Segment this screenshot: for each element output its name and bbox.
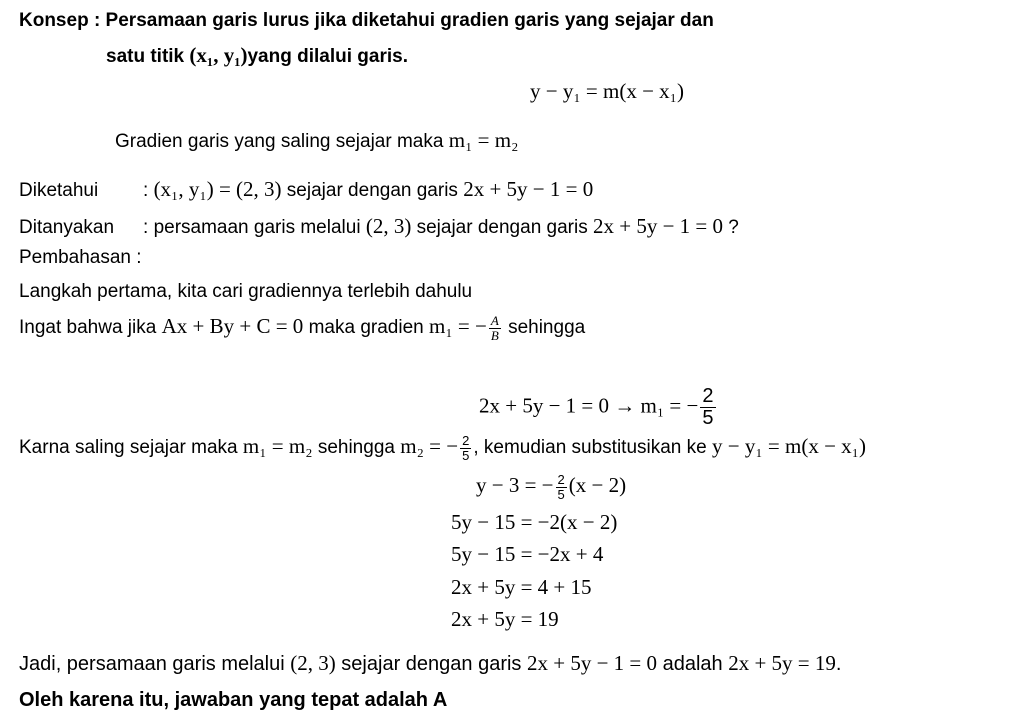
ingat-fraction-den: B [490,327,499,343]
gradient-calc-m: m₁ = − [640,393,699,418]
ingat-pre: Ingat bahwa jika [19,317,162,339]
gradient-equation: m₁ = m₂ [448,128,519,152]
diketahui-label: Diketahui [19,180,99,201]
karna-m2: m₂ = − [400,434,459,459]
karna-post: kemudian substitusikan ke [478,437,712,459]
conclusion-text3: adalah [657,653,729,675]
step-line-2: 5y − 15 = −2(x − 2) [451,510,618,534]
ditanyakan-row [19,214,739,240]
ingat-post: sehingga [502,317,586,339]
diketahui-row [19,177,593,203]
karna-formula: y − y₁ = m(x − x₁) [712,434,866,459]
gradient-text: Gradien garis yang saling sejajar maka [115,131,449,152]
gradient-calc-num: 2 [702,385,714,407]
step-1-tail: (x − 2) [568,473,627,497]
konsep-line2 [106,43,408,69]
pembahasan-step1: Langkah pertama, kita cari gradiennya terlebih dahulu [19,281,473,302]
diketahui-text: sejajar dengan garis [281,180,464,201]
ditanyakan-qmark: ? [723,217,739,238]
step-1-fraction [556,473,567,501]
konsep-line2-pre: satu titik [106,46,190,67]
ingat-row [19,314,585,342]
pembahasan-label: Pembahasan : [19,247,142,268]
step-line-5: 2x + 5y = 19 [451,607,559,631]
diketahui-point: (x₁, y₁) = (2, 3) [153,177,282,201]
diketahui-colon: : [143,180,149,201]
step-line-1 [476,473,626,501]
ditanyakan-text2: sejajar dengan garis [411,217,593,238]
karna-pre: Karna saling sejajar maka [19,437,243,459]
ditanyakan-label: Ditanyakan [19,217,115,238]
conclusion-text1: Jadi, persamaan garis melalui [19,653,291,675]
conclusion-row [19,651,841,676]
final-answer: Oleh karena itu, jawaban yang tepat adalah A [19,689,448,711]
gradient-calc [479,386,718,429]
ditanyakan-text1: persamaan garis melalui [153,217,366,238]
conclusion-answer: 2x + 5y = 19 [728,651,836,675]
diketahui-line-eq: 2x + 5y − 1 = 0 [463,177,594,201]
gradient-calc-lhs: 2x + 5y − 1 = 0 → [479,393,641,418]
karna-row [19,434,866,462]
karna-comma: , [473,437,479,459]
ingat-fraction-num: A [490,313,499,328]
konsep-line2-post: yang dilalui garis. [247,46,408,67]
karna-mid: sehingga [312,437,401,459]
karna-fraction [460,434,471,462]
ingat-mid: maka gradien [303,317,429,339]
ingat-fraction [489,314,501,342]
gradient-calc-den: 5 [702,407,714,429]
step-1-fraction-den: 5 [557,486,565,502]
konsep-title: Konsep : Persamaan garis lurus jika diketahui gradien garis yang sejajar dan [19,10,714,31]
conclusion-text2: sejajar dengan garis [335,653,527,675]
step-1-fraction-num: 2 [557,472,565,488]
ingat-equation: Ax + By + C = 0 [161,314,304,339]
step-line-4: 2x + 5y = 4 + 15 [451,575,592,599]
gradient-calc-fraction [700,386,715,429]
conclusion-line-eq: 2x + 5y − 1 = 0 [526,651,658,675]
konsep-gradient [115,128,518,154]
ditanyakan-colon: : [143,217,149,238]
ditanyakan-point: (2, 3) [365,214,412,238]
conclusion-point: (2, 3) [290,651,336,675]
step-1-text: y − 3 = − [476,473,554,497]
ditanyakan-line-eq: 2x + 5y − 1 = 0 [593,214,724,238]
karna-equation: m₁ = m₂ [242,434,313,459]
step-line-3: 5y − 15 = −2x + 4 [451,542,604,566]
karna-fraction-den: 5 [462,447,470,463]
konsep-formula: y − y₁ = m(x − x₁) [530,79,684,103]
karna-fraction-num: 2 [462,433,470,448]
conclusion-dot: . [835,653,842,675]
ingat-m: m₁ = − [429,314,487,339]
konsep-point: (x₁, y₁) [189,43,248,67]
